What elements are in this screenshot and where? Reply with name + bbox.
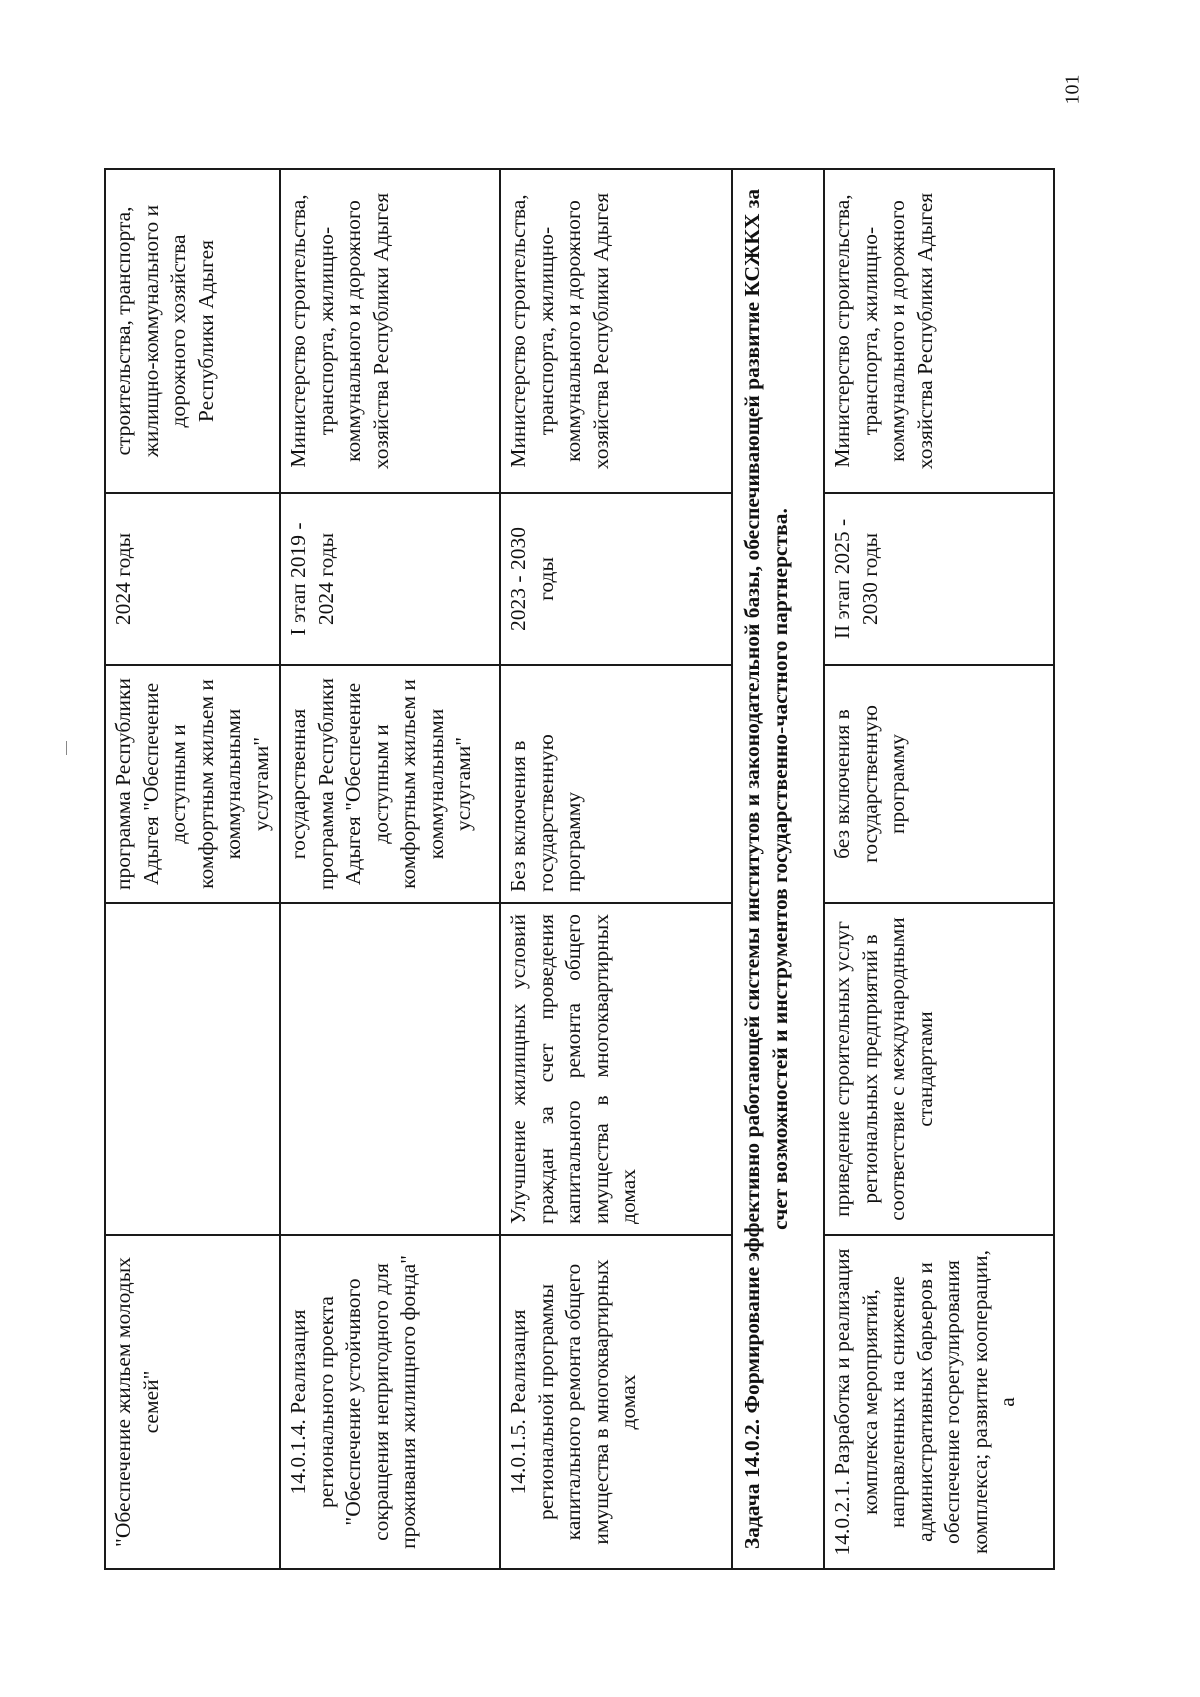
period-cell: 2023 - 2030 годы bbox=[500, 493, 732, 665]
mechanism-cell: без включения в государственную программу bbox=[824, 665, 1054, 903]
table-row bbox=[500, 169, 732, 1569]
result-cell: Улучшение жилищных условий граждан за счет проведения капитального ремонта общего имущества в многоквартирных домах bbox=[500, 903, 732, 1235]
executor-cell: Министерство строительства, транспорта, жилищно-коммунального и дорожного хозяйства Республики Адыгея bbox=[824, 169, 1054, 493]
result-cell: приведение строительных услуг региональных предприятий в соответствие с международными стандартами bbox=[824, 903, 1054, 1235]
rotated-table-wrapper bbox=[104, 170, 1020, 1570]
measure-cell: "Обеспечение жильем молодых семей" bbox=[105, 1235, 280, 1569]
measure-cell: 14.0.2.1. Разработка и реализация комплекса мероприятий, направленных на снижение административных барьеров и обеспечение госрегулирования комплекса; развитие кооперации, а bbox=[824, 1235, 1054, 1569]
period-cell: I этап 2019 - 2024 годы bbox=[280, 493, 500, 665]
executor-cell: строительства, транспорта, жилищно-коммунального и дорожного хозяйства Республики Адыгея bbox=[105, 169, 280, 493]
page-number: 101 bbox=[1061, 74, 1084, 105]
period-cell: 2024 годы bbox=[105, 493, 280, 665]
result-cell bbox=[280, 903, 500, 1235]
table-row bbox=[824, 169, 1054, 1569]
measures-table bbox=[104, 168, 1055, 1570]
task-heading: Задача 14.0.2. Формирование эффективно работающей системы институтов и законодательной базы, обеспечивающей развитие КСЖКХ за счет возможностей и инструментов государственно-частного партнерства. bbox=[732, 169, 824, 1569]
table-row bbox=[105, 169, 280, 1569]
measure-cell: 14.0.1.4. Реализация регионального проекта "Обеспечение устойчивого сокращения непригодного для проживания жилищного фонда" bbox=[280, 1235, 500, 1569]
mechanism-cell: программа Республики Адыгея "Обеспечение доступным и комфортным жильем и коммунальными услугами" bbox=[105, 665, 280, 903]
scan-mark bbox=[66, 741, 67, 755]
table-row bbox=[280, 169, 500, 1569]
executor-cell: Министерство строительства, транспорта, жилищно-коммунального и дорожного хозяйства Республики Адыгея bbox=[280, 169, 500, 493]
mechanism-cell: Без включения в государственную программу bbox=[500, 665, 732, 903]
mechanism-cell: государственная программа Республики Адыгея "Обеспечение доступным и комфортным жильем и коммунальными услугами" bbox=[280, 665, 500, 903]
executor-cell: Министерство строительства, транспорта, жилищно-коммунального и дорожного хозяйства Республики Адыгея bbox=[500, 169, 732, 493]
measure-cell: 14.0.1.5. Реализация региональной программы капитального ремонта общего имущества в многоквартирных домах bbox=[500, 1235, 732, 1569]
period-cell: II этап 2025 - 2030 годы bbox=[824, 493, 1054, 665]
result-cell bbox=[105, 903, 280, 1235]
task-row bbox=[732, 169, 824, 1569]
